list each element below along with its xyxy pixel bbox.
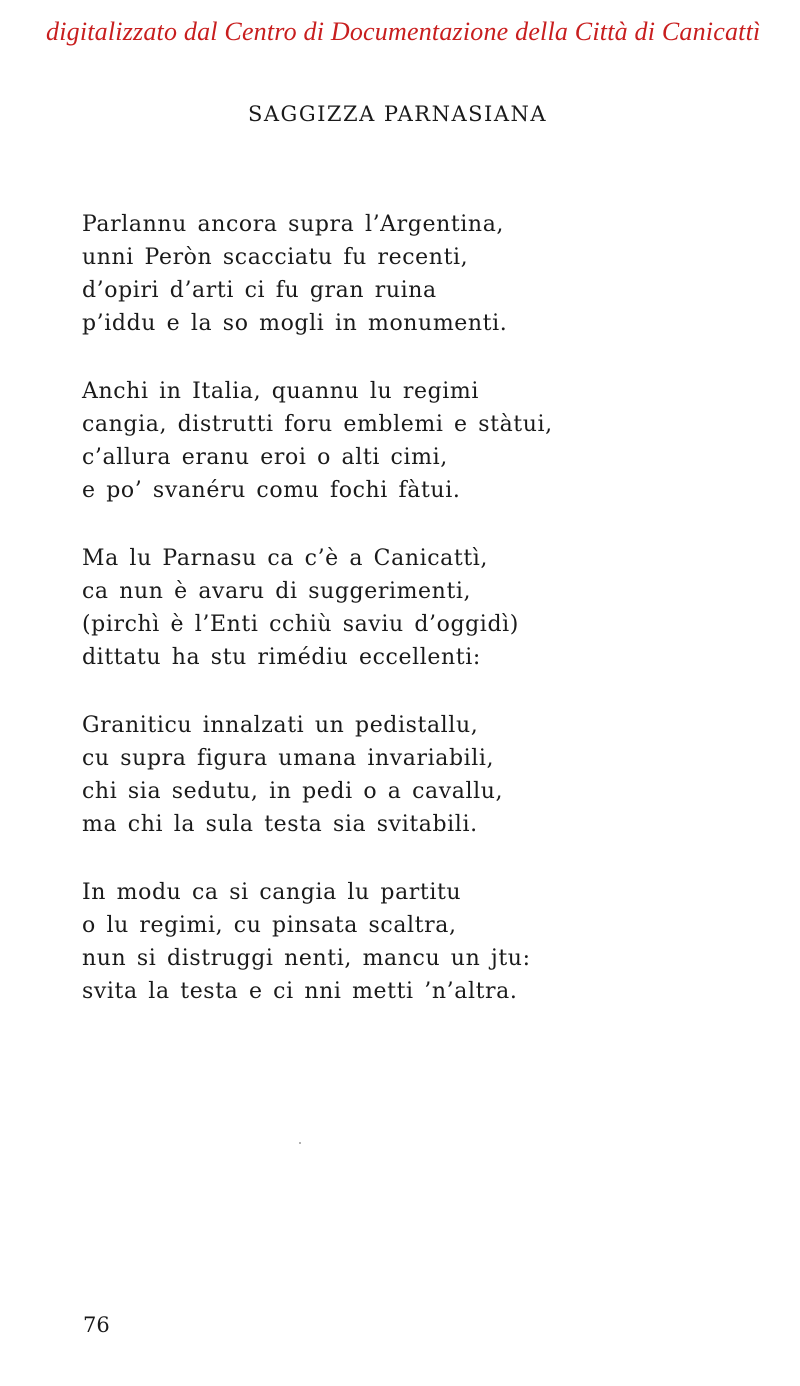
stanza-3 [82, 542, 762, 674]
poem-line: Graniticu innalzati un pedistallu, [82, 713, 479, 738]
stanza-4 [82, 709, 762, 841]
stanza-2 [82, 375, 762, 507]
poem-line: svita la testa e ci nni metti ’n’altra. [82, 979, 518, 1004]
poem-line: chi sia sedutu, in pedi o a cavallu, [82, 779, 504, 804]
poem-line: Anchi in Italia, quannu lu regimi [82, 379, 480, 404]
poem-line: In modu ca si cangia lu partitu [82, 880, 462, 905]
poem-line: (pirchì è l’Enti cchiù saviu d’oggidì) [82, 612, 519, 637]
poem-title: SAGGIZZA PARNASIANA [248, 102, 548, 126]
poem-line: cu supra figura umana invariabili, [82, 746, 495, 771]
poem-line: o lu regimi, cu pinsata scaltra, [82, 913, 457, 938]
poem-line: ca nun è avaru di suggerimenti, [82, 579, 472, 604]
watermark-text: digitalizzato dal Centro di Documentazione della Città di Canicattì [46, 17, 761, 46]
print-speck [299, 1142, 301, 1144]
poem-line: dittatu ha stu rimédiu eccellenti: [82, 645, 481, 670]
poem-line: Parlannu ancora supra l’Argentina, [82, 212, 505, 237]
poem-line: ma chi la sula testa sia svitabili. [82, 812, 478, 837]
poem-line: p’iddu e la so mogli in monumenti. [82, 311, 508, 336]
stanza-5 [82, 876, 762, 1008]
poem-line: e po’ svanéru comu fochi fàtui. [82, 478, 461, 503]
poem-line: d’opiri d’arti ci fu gran ruina [82, 278, 437, 303]
page-number: 76 [83, 1313, 110, 1337]
poem-line: nun si distruggi nenti, mancu un jtu: [82, 946, 531, 971]
stanza-1 [82, 208, 762, 340]
poem-line: Ma lu Parnasu ca c’è a Canicattì, [82, 546, 488, 571]
poem-line: c’allura eranu eroi o alti cimi, [82, 445, 448, 470]
poem-line: unni Peròn scacciatu fu recenti, [82, 245, 469, 270]
poem-body [82, 208, 762, 1043]
poem-line: cangia, distrutti foru emblemi e stàtui, [82, 412, 553, 437]
